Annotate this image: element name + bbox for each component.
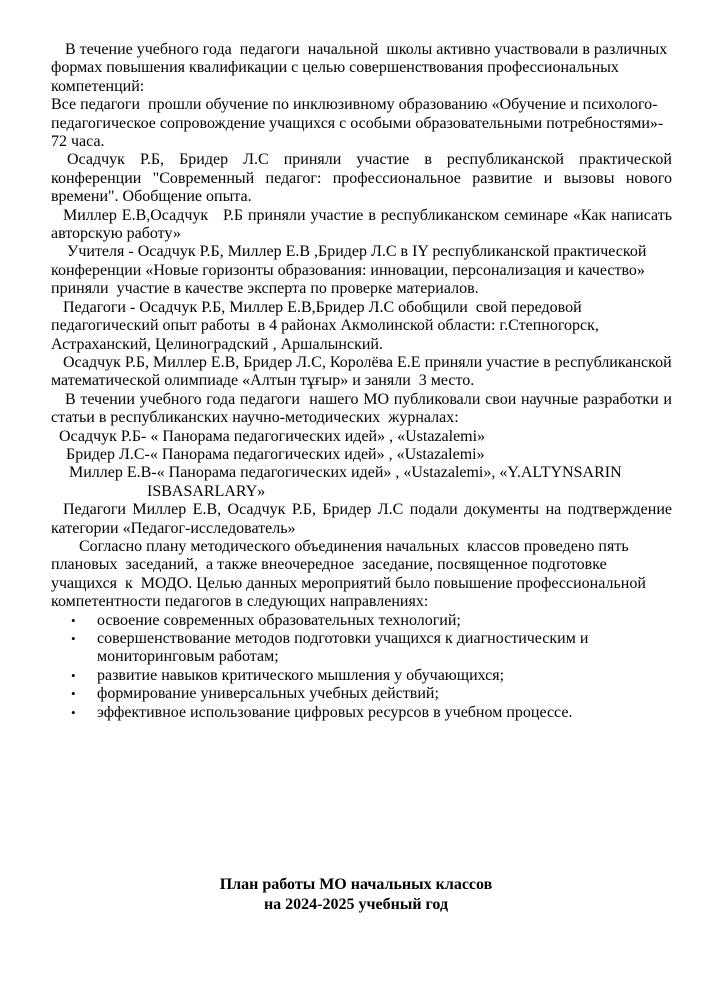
category-paragraph: Педагоги Миллер Е.В, Осадчук Р.Б, Бридер Л.С подали документы на подтверждение категории «Педагог-исследователь» [51,501,676,537]
publications-paragraph: В течении учебного года педагоги нашего МО публиковали свои научные разработки и статьи в республиканских научно-методических журналах: [51,390,676,427]
bullet-icon: • [71,704,76,720]
experience-paragraph: Педагоги - Осадчук Р.Б, Миллер Е.В,Бридер Л.С обобщили свой передовой педагогический опыт работы в 4 районах Акмолинской области: г.Степногорск, Астраханский, Целиноградский , Аршалынский. [51,298,603,353]
plan-title [0,875,712,915]
publication-text-continued: ISBASARLARY» [147,482,266,500]
inclusive-training-paragraph: Все педагоги прошли обучение по инклюзивному образованию «Обучение и психолого- педагогическое сопровождение учащихся с особыми образовательными потребностями»- 72 часа. [51,96,668,151]
list-item: • совершенствование методов подготовки учащихся к диагностическим и мониторинговым работам; [71,630,589,666]
bullet-icon: • [71,686,76,702]
list-item: • развитие навыков критического мышления у обучающихся; [71,666,505,684]
list-item: • формирование универсальных учебных действий; [71,685,439,703]
conference-paragraph: Осадчук Р.Б, Бридер Л.С приняли участие в республиканской практической конференции "Современный педагог: профессиональное развитие и вызовы нового времени". Обобщение опыта. [51,151,676,206]
meetings-paragraph: Согласно плану методического объединения начальных классов проведено пять плановых заседаний, а также внеочередное заседание, посвященное подготовке учащихся к МОДО. Целью данных мероприятий было повышение профессиональной компетентности педагогов в следующих направлениях: [51,537,650,611]
publication-item: Бридер Л.С-« Панорама педагогических идей» , «Ustazalemi» [66,445,485,463]
plan-title-line1: План работы МО начальных классов [219,876,493,893]
bullet-icon: • [71,667,76,683]
bullet-icon: • [71,631,76,646]
list-item: • освоение современных образовательных технологий; [71,611,461,629]
olympiad-paragraph: Осадчук Р.Б, Миллер Е.В, Бридер Л.С, Королёва Е.Е приняли участие в республиканской математической олимпиаде «Алтын тұғыр» и заняли 3 место. [51,353,676,390]
seminar-paragraph: Миллер Е.В,Осадчук Р.Б приняли участие в республиканском семинаре «Как написать авторскую работу» [51,206,676,243]
directions-list [51,612,672,722]
bullet-icon: • [71,612,76,628]
publication-item: Осадчук Р.Б- « Панорама педагогических идей» , «Ustazalemi» [59,427,486,445]
expert-paragraph: Учителя - Осадчук Р.Б, Миллер Е.В ,Бридер Л.С в IY республиканской практической конференции «Новые горизонты образования: инновации, персонализация и качество» приняли участие в качестве эксперта по проверке материалов. [51,243,651,298]
list-item: • эффективное использование цифровых ресурсов в учебном процессе. [71,703,573,721]
publication-text: Миллер Е.В-« Панорама педагогических идей» , «Ustazalemi», «Y.ALTYNSARIN [69,464,622,482]
publication-item [51,464,672,501]
intro-paragraph: В течение учебного года педагоги начальной школы активно участвовали в различных формах повышения квалификации с целью совершенствования профессиональных компетенций: [51,41,672,95]
plan-title-line2: на 2024-2025 учебный год [263,896,449,913]
